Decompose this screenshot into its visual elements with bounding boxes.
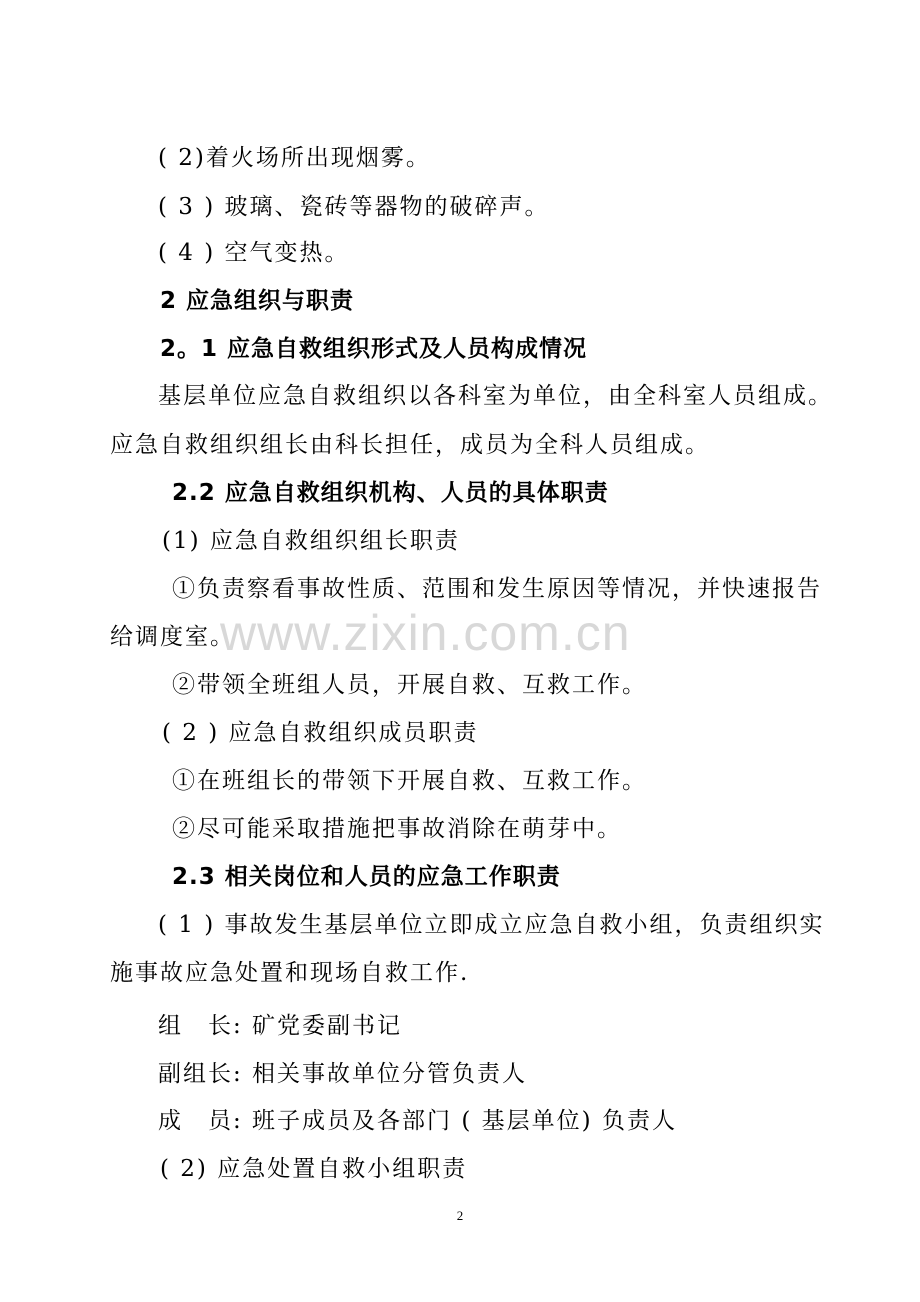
paragraph-line: ②尽可能采取措施把事故消除在萌芽中。 <box>172 816 622 842</box>
paragraph-line: ①在班组长的带领下开展自救、互救工作。 <box>172 768 647 794</box>
section-heading-2: 2 应急组织与职责 <box>160 288 355 314</box>
subsection-heading-2-3: 2.3 相关岗位和人员的应急工作职责 <box>172 864 561 890</box>
paragraph-line: 应急自救组织组长由科长担任，成员为全科人员组成。 <box>110 432 710 458</box>
paragraph-line: ( 1 ) 事故发生基层单位立即成立应急自救小组，负责组织实 <box>158 912 825 938</box>
item-leader-duties: (1) 应急自救组织组长职责 <box>162 528 460 554</box>
subsection-heading-2-2: 2.2 应急自救组织机构、人员的具体职责 <box>172 480 609 506</box>
item-breaking-sound: ( 3 ) 玻璃、瓷砖等器物的破碎声。 <box>158 194 550 220</box>
subsection-heading-2-1: 2。1 应急自救组织形式及人员构成情况 <box>160 336 588 362</box>
item-team-duties: ( 2) 应急处置自救小组职责 <box>160 1156 468 1182</box>
page-number: 2 <box>456 1208 464 1223</box>
item-air-hot: ( 4 ) 空气变热。 <box>158 240 350 266</box>
members-line: 成 员: 班子成员及各部门 ( 基层单位) 负责人 <box>158 1108 677 1134</box>
deputy-leader-line: 副组长: 相关事故单位分管负责人 <box>158 1061 528 1087</box>
watermark: www.zixin.com.cn <box>220 605 631 661</box>
item-smoke: ( 2)着火场所出现烟雾。 <box>158 145 431 171</box>
team-leader-line: 组 长: 矿党委副书记 <box>158 1013 403 1039</box>
paragraph-line: 基层单位应急自救组织以各科室为单位，由全科室人员组成。 <box>158 383 833 409</box>
paragraph-line: 给调度室。 <box>110 624 235 650</box>
item-member-duties: ( 2 ) 应急自救组织成员职责 <box>162 720 479 746</box>
paragraph-line: 施事故应急处置和现场自救工作. <box>110 960 470 986</box>
paragraph-line: ①负责察看事故性质、范围和发生原因等情况，并快速报告 <box>172 576 822 602</box>
paragraph-line: ②带领全班组人员，开展自救、互救工作。 <box>172 672 647 698</box>
